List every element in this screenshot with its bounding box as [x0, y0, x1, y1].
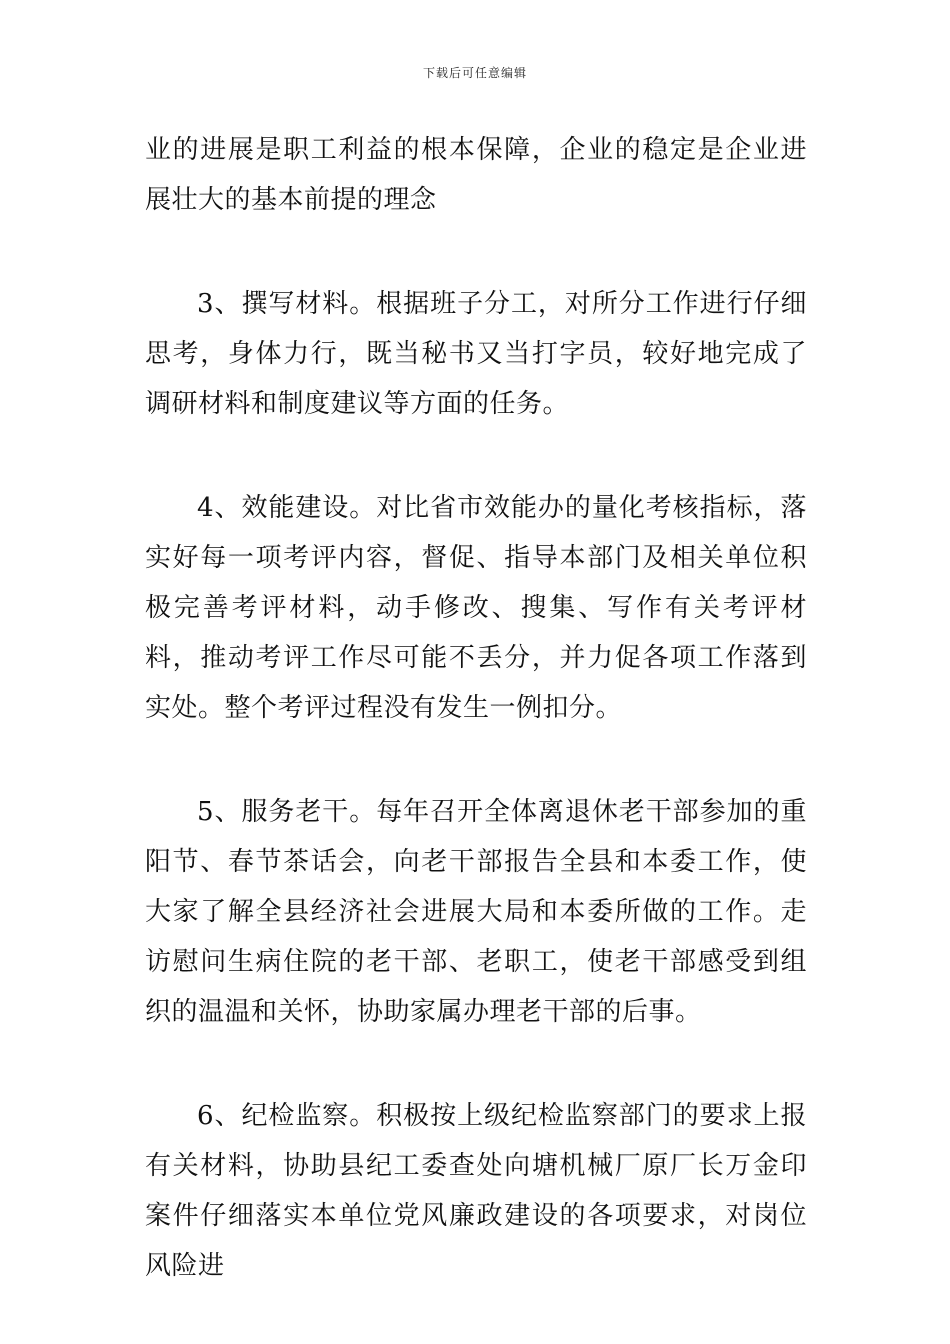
document-body: [145, 125, 807, 1291]
paragraph-item-6: 6、纪检监察。积极按上级纪检监察部门的要求上报有关材料，协助县纪工委查处向塘机械厂原厂长万金印案件仔细落实本单位党风廉政建设的各项要求，对岗位风险进: [145, 1101, 807, 1281]
paragraph-item-5: 5、服务老干。每年召开全体离退休老干部参加的重阳节、春节茶话会，向老干部报告全县和本委工作，使大家了解全县经济社会进展大局和本委所做的工作。走访慰问生病住院的老干部、老职工，使老干部感受到组织的温温和关怀，协助家属办理老干部的后事。: [145, 797, 807, 1027]
paragraph-item-3: 3、撰写材料。根据班子分工，对所分工作进行仔细思考，身体力行，既当秘书又当打字员，较好地完成了调研材料和制度建议等方面的任务。: [145, 289, 807, 419]
header-note: 下载后可任意编辑: [422, 66, 527, 80]
paragraph-item-4: 4、效能建设。对比省市效能办的量化考核指标，落实好每一项考评内容，督促、指导本部门及相关单位积极完善考评材料，动手修改、搜集、写作有关考评材料，推动考评工作尽可能不丢分，并力促各项工作落到实处。整个考评过程没有发生一例扣分。: [145, 493, 807, 723]
paragraph-continuation: 业的进展是职工利益的根本保障，企业的稳定是企业进展壮大的基本前提的理念: [145, 135, 807, 215]
